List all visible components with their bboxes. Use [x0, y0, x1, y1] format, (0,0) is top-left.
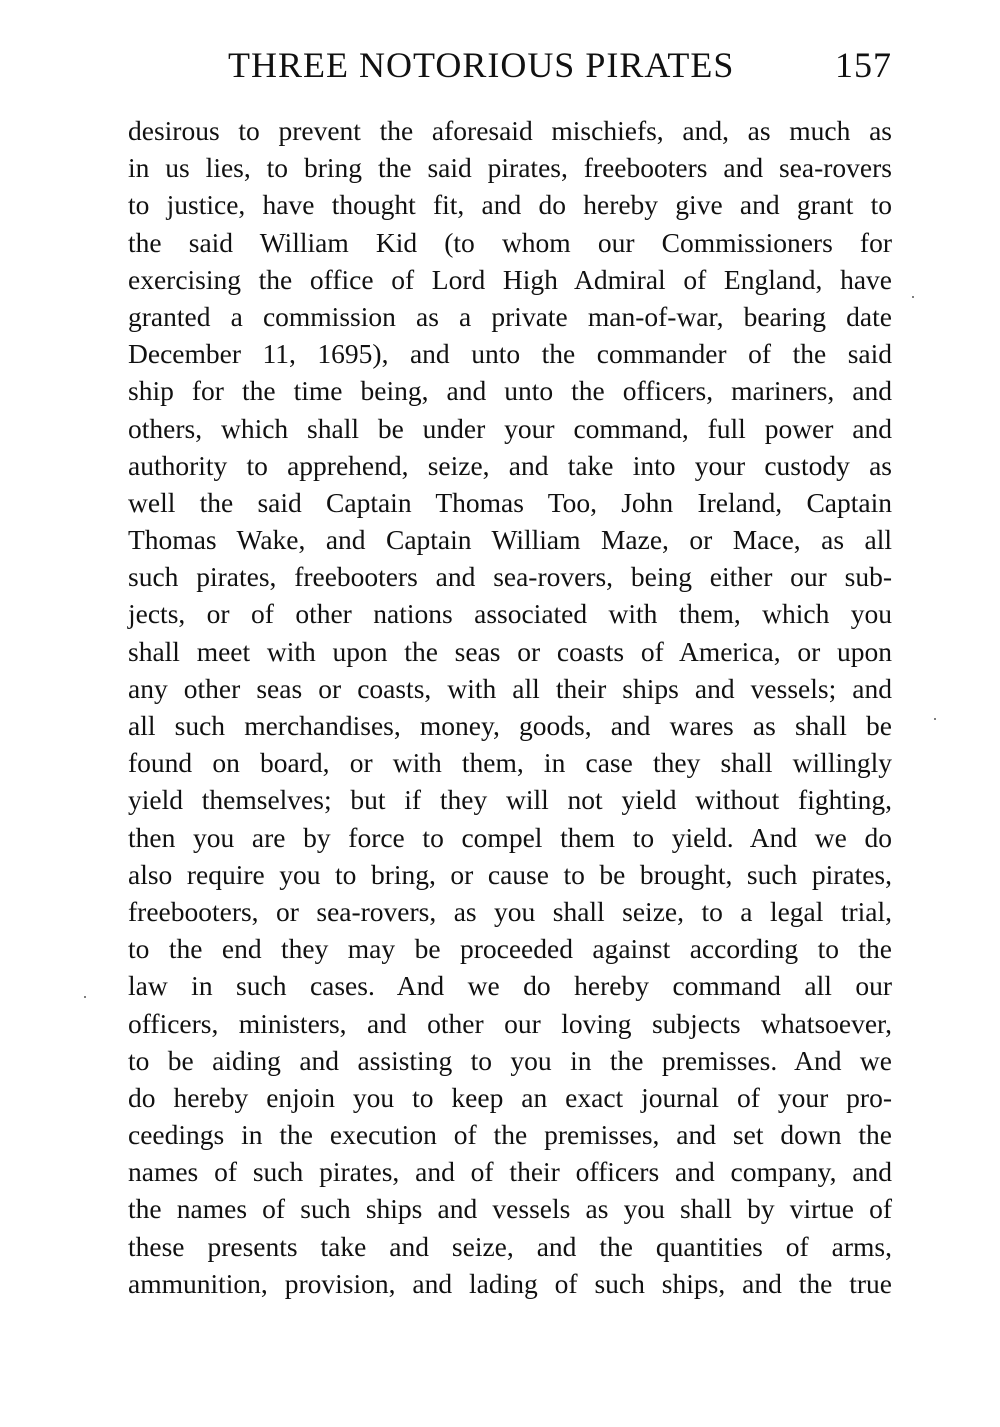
text-line: ceedings in the execution of the premisses, and set down the: [128, 1119, 892, 1151]
text-line: all such merchandises, money, goods, and wares as shall be: [128, 710, 892, 741]
running-head: [128, 44, 892, 94]
text-line: do hereby enjoin you to keep an exact journal of your pro-: [128, 1081, 892, 1113]
scan-speck: [934, 718, 936, 720]
text-line: well the said Captain Thomas Too, John Ireland, Captain: [128, 486, 892, 518]
text-line: in us lies, to bring the said pirates, freebooters and sea-rovers: [128, 152, 892, 184]
text-line: jects, or of other nations associated with them, which you: [128, 598, 892, 630]
text-line: to be aiding and assisting to you in the premisses. And we: [128, 1044, 892, 1076]
running-title: THREE NOTORIOUS PIRATES: [228, 45, 735, 85]
text-line: exercising the office of Lord High Admiral of England, have: [128, 263, 892, 295]
text-line: granted a commission as a private man-of-war, bearing date: [128, 300, 892, 332]
text-line: also require you to bring, or cause to be brought, such pirates,: [128, 858, 892, 890]
text-line: the names of such ships and vessels as you shall by virtue of: [128, 1193, 892, 1225]
text-line: found on board, or with them, in case they shall willingly: [128, 747, 892, 779]
text-line: then you are by force to compel them to yield. And we do: [128, 821, 892, 853]
text-line: names of such pirates, and of their officers and company, and: [128, 1156, 892, 1188]
text-line: December 11, 1695), and unto the commander of the said: [128, 338, 892, 370]
text-line: these presents take and seize, and the quantities of arms,: [128, 1230, 892, 1262]
scan-speck: [912, 296, 914, 298]
text-line: yield themselves; but if they will not yield without fighting,: [128, 784, 892, 816]
text-line: such pirates, freebooters and sea-rovers, being either our sub-: [128, 561, 892, 593]
text-line: shall meet with upon the seas or coasts of America, or upon: [128, 635, 892, 667]
text-line: ammunition, provision, and lading of such ships, and the true: [128, 1267, 892, 1299]
text-line: to justice, have thought fit, and do hereby give and grant to: [128, 189, 892, 221]
body-text: [128, 112, 892, 1302]
text-line: desirous to prevent the aforesaid mischiefs, and, as much as: [128, 115, 892, 146]
text-line: law in such cases. And we do hereby command all our: [128, 970, 892, 1002]
scan-speck: [84, 996, 86, 998]
page-number: 157: [835, 45, 892, 85]
text-line: ship for the time being, and unto the officers, mariners, and: [128, 375, 892, 407]
text-line: any other seas or coasts, with all their ships and vessels; and: [128, 672, 892, 704]
text-line: to the end they may be proceeded against according to the: [128, 933, 892, 965]
text-line: Thomas Wake, and Captain William Maze, or Mace, as all: [128, 524, 892, 556]
text-line: authority to apprehend, seize, and take into your custody as: [128, 449, 892, 481]
text-line: the said William Kid (to whom our Commissioners for: [128, 226, 892, 258]
text-line: others, which shall be under your command, full power and: [128, 412, 892, 444]
text-line: freebooters, or sea-rovers, as you shall seize, to a legal trial,: [128, 895, 892, 927]
text-line: officers, ministers, and other our loving subjects whatsoever,: [128, 1007, 892, 1039]
